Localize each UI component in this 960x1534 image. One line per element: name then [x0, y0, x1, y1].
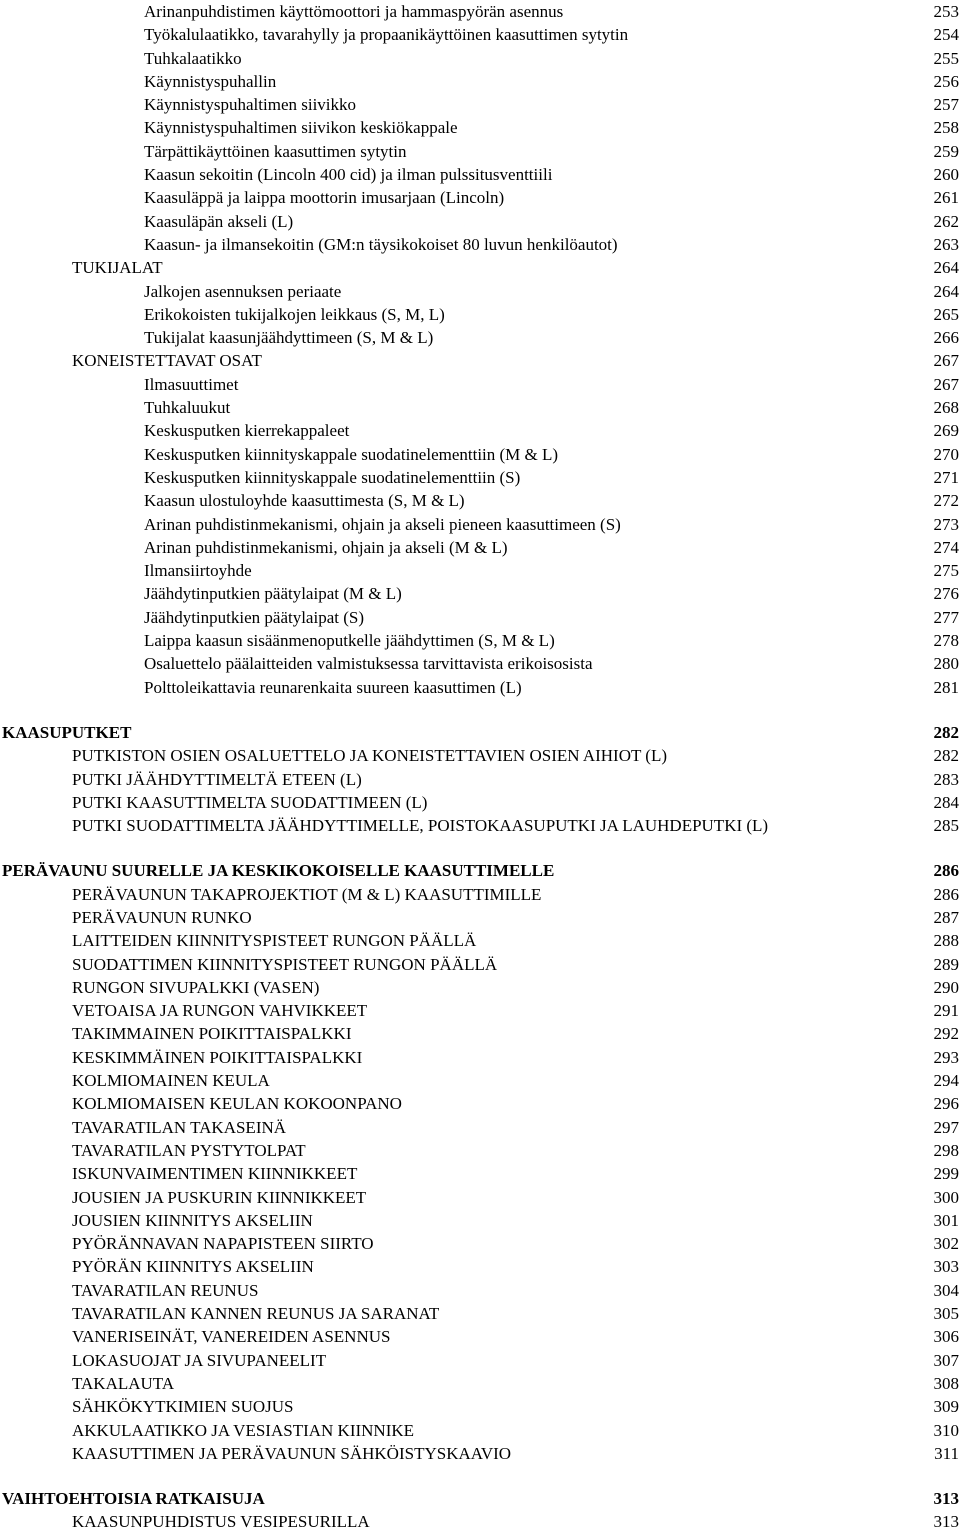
toc-entry-page-number: 260	[933, 165, 959, 185]
toc-entry	[0, 186, 960, 209]
toc-entry-page-number: 266	[933, 328, 959, 348]
toc-entry-page-number: 287	[933, 907, 959, 927]
toc-entry-title: Työkalulaatikko, tavarahylly ja propaanikäyttöinen kaasuttimen sytytin	[144, 25, 629, 45]
toc-entry	[0, 373, 960, 396]
toc-entry-title: Kaasun sekoitin (Lincoln 400 cid) ja ilman pulssitusventtiili	[144, 165, 553, 185]
toc-entry-page-number: 296	[933, 1094, 959, 1114]
toc-entry-title: Ilmasuuttimet	[144, 374, 239, 394]
toc-entry-title: TAVARATILAN REUNUS	[72, 1280, 259, 1300]
toc-entry	[0, 629, 960, 652]
toc-entry	[0, 93, 960, 116]
toc-entry-title: VETOAISA JA RUNGON VAHVIKKEET	[72, 1001, 368, 1021]
toc-entry-page-number: 300	[933, 1187, 959, 1207]
toc-entry	[0, 1022, 960, 1045]
toc-entry	[0, 140, 960, 163]
toc-entry-page-number: 282	[933, 746, 959, 766]
toc-entry-page-number: 257	[933, 95, 959, 115]
toc-entry-page-number: 311	[934, 1443, 959, 1463]
toc-entry	[0, 116, 960, 139]
toc-entry-title: JOUSIEN JA PUSKURIN KIINNIKKEET	[72, 1187, 367, 1207]
toc-entry-page-number: 299	[933, 1164, 959, 1184]
toc-entry-title: Arinan puhdistinmekanismi, ohjain ja akseli (M & L)	[144, 537, 508, 557]
toc-entry-title: Jäähdytinputkien päätylaipat (S)	[144, 607, 364, 627]
toc-entry	[0, 419, 960, 442]
toc-entry	[0, 536, 960, 559]
toc-entry	[0, 256, 960, 279]
toc-entry-title: Tuhkaluukut	[144, 398, 231, 418]
toc-entry-title: LOKASUOJAT JA SIVUPANEELIT	[72, 1350, 327, 1370]
toc-entry-title: TAVARATILAN TAKASEINÄ	[72, 1117, 287, 1137]
toc-entry-page-number: 272	[933, 491, 959, 511]
toc-entry-title: Jalkojen asennuksen periaate	[144, 281, 342, 301]
toc-entry-page-number: 253	[933, 2, 959, 21]
toc-entry	[0, 1325, 960, 1348]
toc-entry	[0, 1279, 960, 1302]
toc-entry	[0, 163, 960, 186]
toc-entry-page-number: 313	[933, 1489, 959, 1509]
toc-entry	[0, 676, 960, 699]
toc-entry-page-number: 310	[933, 1420, 959, 1440]
toc-entry	[0, 513, 960, 536]
toc-entry	[0, 47, 960, 70]
toc-entry	[0, 906, 960, 929]
toc-entry	[0, 1302, 960, 1325]
toc-entry-page-number: 288	[933, 931, 959, 951]
toc-entry-title: JOUSIEN KIINNITYS AKSELIIN	[72, 1210, 313, 1230]
toc-entry-page-number: 267	[933, 374, 959, 394]
toc-entry-title: Tukijalat kaasunjäähdyttimeen (S, M & L)	[144, 328, 434, 348]
toc-entry	[0, 466, 960, 489]
toc-entry-title: PERÄVAUNUN RUNKO	[72, 907, 252, 927]
toc-entry-title: TAVARATILAN KANNEN REUNUS JA SARANAT	[72, 1304, 440, 1324]
toc-entry	[0, 1255, 960, 1278]
toc-entry	[0, 280, 960, 303]
toc-entry-page-number: 298	[933, 1140, 959, 1160]
toc-entry	[0, 1162, 960, 1185]
toc-entry-title: Jäähdytinputkien päätylaipat (M & L)	[144, 584, 402, 604]
toc-entry-page-number: 256	[933, 71, 959, 91]
toc-entry-title: KONEISTETTAVAT OSAT	[72, 351, 262, 371]
toc-entry	[0, 1139, 960, 1162]
toc-entry	[0, 1209, 960, 1232]
toc-section-heading	[0, 1487, 960, 1510]
toc-entry	[0, 883, 960, 906]
toc-entry-page-number: 254	[933, 25, 959, 45]
toc-entry-title: Polttoleikattavia reunarenkaita suureen kaasuttimen (L)	[144, 677, 522, 697]
toc-entry-title: KAASUTTIMEN JA PERÄVAUNUN SÄHKÖISTYSKAAVIO	[72, 1443, 512, 1463]
toc-entry-page-number: 255	[933, 48, 959, 68]
toc-entry-title: Kaasuläppä ja laippa moottorin imusarjaan (Lincoln)	[144, 188, 505, 208]
toc-entry	[0, 1442, 960, 1465]
toc-entry	[0, 1046, 960, 1069]
toc-entry	[0, 1419, 960, 1442]
toc-entry-page-number: 301	[933, 1210, 959, 1230]
toc-entry	[0, 233, 960, 256]
toc-entry-page-number: 261	[933, 188, 959, 208]
toc-entry-page-number: 293	[933, 1047, 959, 1067]
toc-entry-title: Käynnistyspuhallin	[144, 71, 277, 91]
toc-entry-page-number: 263	[933, 234, 959, 254]
toc-entry-title: PERÄVAUNUN TAKAPROJEKTIOT (M & L) KAASUTTIMILLE	[72, 884, 542, 904]
toc-entry	[0, 744, 960, 767]
toc-entry-page-number: 282	[933, 722, 959, 742]
toc-entry-title: TAKIMMAINEN POIKITTAISPALKKI	[72, 1024, 352, 1044]
toc-entry-title: PUTKISTON OSIEN OSALUETTELO JA KONEISTETTAVIEN OSIEN AIHIOT (L)	[72, 746, 668, 766]
toc-entry-page-number: 278	[933, 631, 959, 651]
toc-entry	[0, 999, 960, 1022]
toc-entry-page-number: 271	[933, 467, 959, 487]
toc-entry-title: TAKALAUTA	[72, 1373, 175, 1393]
toc-entry	[0, 814, 960, 837]
toc-entry-page-number: 305	[933, 1304, 959, 1324]
toc-entry	[0, 929, 960, 952]
toc-entry	[0, 1349, 960, 1372]
toc-entry-title: VANERISEINÄT, VANEREIDEN ASENNUS	[72, 1327, 391, 1347]
toc-entry	[0, 652, 960, 675]
toc-entry	[0, 70, 960, 93]
toc-entry	[0, 303, 960, 326]
toc-entry-page-number: 284	[933, 792, 959, 812]
toc-entry-title: Arinan puhdistinmekanismi, ohjain ja akseli pieneen kaasuttimeen (S)	[144, 514, 621, 534]
toc-entry-title: Tärpättikäyttöinen kaasuttimen sytytin	[144, 141, 407, 161]
toc-entry-title: Laippa kaasun sisäänmenoputkelle jäähdyttimen (S, M & L)	[144, 631, 555, 651]
toc-entry	[0, 791, 960, 814]
toc-entry-page-number: 267	[933, 351, 959, 371]
toc-entry-page-number: 268	[933, 398, 959, 418]
toc-entry-title: PUTKI KAASUTTIMELTA SUODATTIMEEN (L)	[72, 792, 428, 812]
toc-entry	[0, 349, 960, 372]
toc-entry-page-number: 286	[933, 861, 959, 881]
toc-entry	[0, 489, 960, 512]
toc-entry	[0, 953, 960, 976]
toc-entry-title: SÄHKÖKYTKIMIEN SUOJUS	[72, 1397, 294, 1417]
toc-entry-page-number: 280	[933, 654, 959, 674]
toc-entry	[0, 768, 960, 791]
toc-entry-title: TUKIJALAT	[72, 258, 163, 278]
toc-entry-title: RUNGON SIVUPALKKI (VASEN)	[72, 977, 320, 997]
toc-entry-page-number: 313	[933, 1512, 959, 1532]
toc-entry-page-number: 275	[933, 561, 959, 581]
toc-entry-page-number: 292	[933, 1024, 959, 1044]
toc-entry-title: Käynnistyspuhaltimen siivikko	[144, 95, 357, 115]
toc-entry-title: Keskusputken kiinnityskappale suodatinelementtiin (M & L)	[144, 444, 559, 464]
toc-entry	[0, 1372, 960, 1395]
toc-entry-page-number: 294	[933, 1071, 959, 1091]
toc-entry-title: PYÖRÄN KIINNITYS AKSELIIN	[72, 1257, 314, 1277]
toc-entry	[0, 0, 960, 23]
toc-entry-title: Erikokoisten tukijalkojen leikkaus (S, M, L)	[144, 304, 445, 324]
toc-entry-title: LAITTEIDEN KIINNITYSPISTEET RUNGON PÄÄLLÄ	[72, 931, 477, 951]
toc-entry-title: AKKULAATIKKO JA VESIASTIAN KIINNIKE	[72, 1420, 415, 1440]
toc-entry-page-number: 262	[933, 211, 959, 231]
toc-entry-page-number: 258	[933, 118, 959, 138]
toc-entry-title: Kaasun ulostuloyhde kaasuttimesta (S, M & L)	[144, 491, 465, 511]
toc-entry-page-number: 273	[933, 514, 959, 534]
toc-entry	[0, 1395, 960, 1418]
toc-entry	[0, 1116, 960, 1139]
toc-entry	[0, 1069, 960, 1092]
toc-entry	[0, 443, 960, 466]
toc-section-heading	[0, 721, 960, 744]
toc-entry	[0, 396, 960, 419]
toc-entry-title: KESKIMMÄINEN POIKITTAISPALKKI	[72, 1047, 363, 1067]
toc-entry	[0, 559, 960, 582]
toc-entry-page-number: 277	[933, 607, 959, 627]
toc-entry-page-number: 259	[933, 141, 959, 161]
toc-entry	[0, 326, 960, 349]
toc-entry-title: ISKUNVAIMENTIMEN KIINNIKKEET	[72, 1164, 358, 1184]
toc-entry	[0, 1232, 960, 1255]
toc-entry	[0, 976, 960, 999]
toc-entry-page-number: 308	[933, 1373, 959, 1393]
toc-entry-title: PYÖRÄNNAVAN NAPAPISTEEN SIIRTO	[72, 1234, 374, 1254]
toc-entry-page-number: 307	[933, 1350, 959, 1370]
toc-entry-page-number: 304	[933, 1280, 959, 1300]
toc-entry-page-number: 274	[933, 537, 959, 557]
toc-entry-page-number: 283	[933, 769, 959, 789]
toc-entry-title: SUODATTIMEN KIINNITYSPISTEET RUNGON PÄÄLLÄ	[72, 954, 498, 974]
toc-entry-title: KOLMIOMAINEN KEULA	[72, 1071, 270, 1091]
toc-entry-title: PUTKI SUODATTIMELTA JÄÄHDYTTIMELLE, POISTOKAASUPUTKI JA LAUHDEPUTKI (L)	[72, 816, 769, 836]
toc-entry-page-number: 264	[933, 281, 959, 301]
toc-entry-title: Arinanpuhdistimen käyttömoottori ja hammaspyörän asennus	[144, 2, 564, 21]
toc-entry-page-number: 309	[933, 1397, 959, 1417]
toc-entry	[0, 210, 960, 233]
toc-entry-title: TAVARATILAN PYSTYTOLPAT	[72, 1140, 306, 1160]
toc-entry-page-number: 297	[933, 1117, 959, 1137]
toc-entry-page-number: 306	[933, 1327, 959, 1347]
toc-entry-page-number: 265	[933, 304, 959, 324]
toc-entry-page-number: 290	[933, 977, 959, 997]
toc-entry-title: KAASUPUTKET	[2, 722, 132, 742]
toc-entry-page-number: 281	[933, 677, 959, 697]
toc-entry	[0, 23, 960, 46]
toc-entry-page-number: 303	[933, 1257, 959, 1277]
toc-entry-page-number: 270	[933, 444, 959, 464]
toc-entry-title: PERÄVAUNU SUURELLE JA KESKIKOKOISELLE KAASUTTIMELLE	[2, 861, 555, 881]
toc-entry-title: Kaasuläpän akseli (L)	[144, 211, 294, 231]
toc-entry	[0, 606, 960, 629]
toc-entry-title: Tuhkalaatikko	[144, 48, 242, 68]
toc-entry-page-number: 276	[933, 584, 959, 604]
toc-entry-title: Ilmansiirtoyhde	[144, 561, 252, 581]
toc-section-heading	[0, 859, 960, 882]
toc-entry-title: VAIHTOEHTOISIA RATKAISUJA	[2, 1489, 265, 1509]
toc-entry-title: Keskusputken kiinnityskappale suodatinelementtiin (S)	[144, 467, 521, 487]
toc-entry-page-number: 289	[933, 954, 959, 974]
toc-entry-title: Osaluettelo päälaitteiden valmistuksessa tarvittavista erikoisosista	[144, 654, 593, 674]
toc-entry-page-number: 286	[933, 884, 959, 904]
toc-entry	[0, 1186, 960, 1209]
toc-entry-page-number: 291	[933, 1001, 959, 1021]
toc-entry-title: PUTKI JÄÄHDYTTIMELTÄ ETEEN (L)	[72, 769, 362, 789]
toc-entry-title: KAASUNPUHDISTUS VESIPESURILLA	[72, 1512, 370, 1532]
toc-entry	[0, 1510, 960, 1533]
toc-entry-page-number: 269	[933, 421, 959, 441]
toc-entry-page-number: 285	[933, 816, 959, 836]
toc-entry-page-number: 264	[933, 258, 959, 278]
toc-entry-title: KOLMIOMAISEN KEULAN KOKOONPANO	[72, 1094, 402, 1114]
toc-entry-title: Kaasun- ja ilmansekoitin (GM:n täysikokoiset 80 luvun henkilöautot)	[144, 234, 618, 254]
toc-entry-title: Käynnistyspuhaltimen siivikon keskiökappale	[144, 118, 458, 138]
toc-entry	[0, 1092, 960, 1115]
toc-entry-title: Keskusputken kierrekappaleet	[144, 421, 350, 441]
toc-entry-page-number: 302	[933, 1234, 959, 1254]
toc-entry	[0, 582, 960, 605]
